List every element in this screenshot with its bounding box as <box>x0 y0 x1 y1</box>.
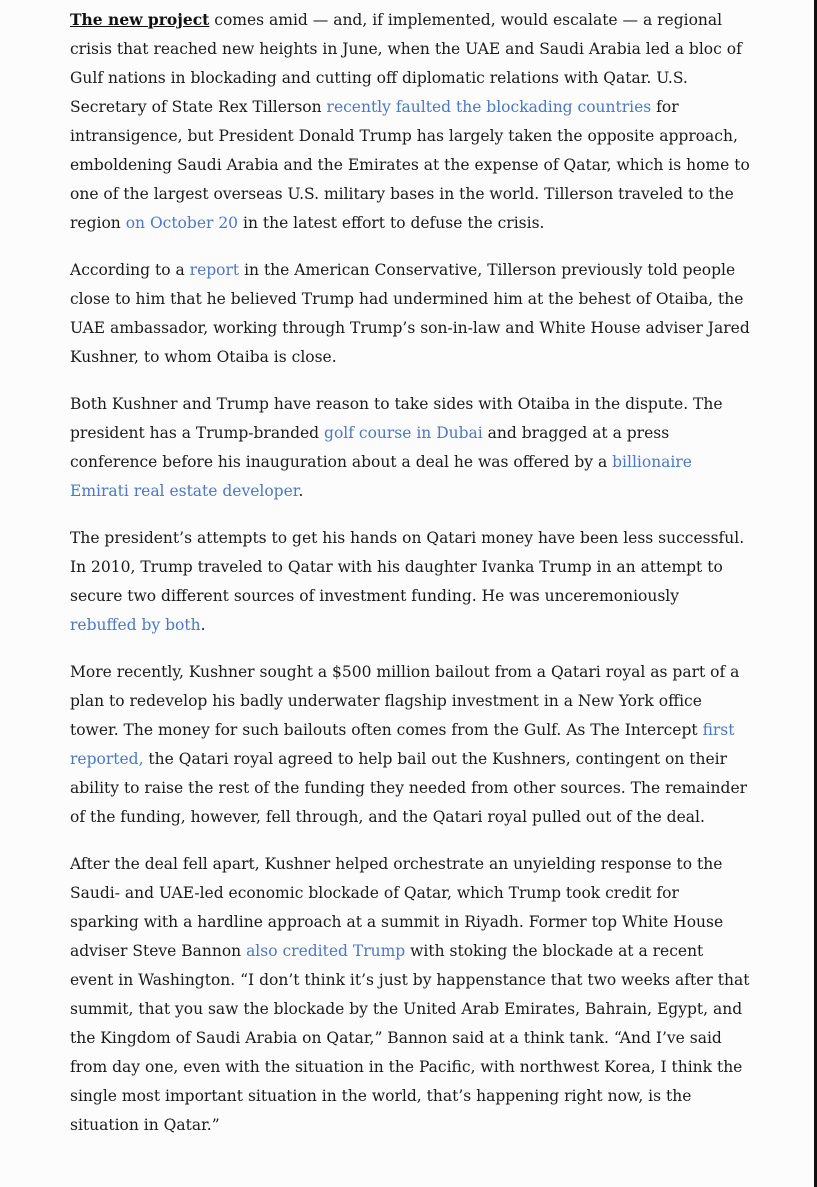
paragraph-2 <box>70 256 750 372</box>
paragraph-text: . <box>200 616 206 634</box>
paragraph-text: and bragged at a press conference before his inauguration about a deal he was offered by a <box>70 424 670 471</box>
billionaire-developer-link[interactable]: billionaire Emirati real estate developer <box>70 453 692 500</box>
paragraph-text: comes amid — and, if implemented, would escalate — a regional crisis that reached new heights in June, when the UAE and Saudi Arabia led a bloc of Gulf nations in blockading and cutting off diplomatic relations with Qatar. U.S. Secretary of State Rex Tillerson <box>70 11 742 116</box>
paragraph-text: in the American Conservative, Tillerson previously told people close to him that he believed Trump had undermined him at the behest of Otaiba, the UAE ambassador, working through Trump’s son-in-law and White House adviser Jared Kushner, to whom Otaiba is close. <box>70 261 750 366</box>
paragraph-text: More recently, Kushner sought a $500 million bailout from a Qatari royal as part of a plan to redevelop his badly underwater flagship investment in a New York office tower. The money for such bailouts often comes from the Gulf. As The Intercept <box>70 663 740 739</box>
paragraph-4 <box>70 524 750 640</box>
paragraph-5 <box>70 658 750 832</box>
paragraph-text: in the latest effort to defuse the crisis. <box>238 214 545 232</box>
on-october-20-link[interactable]: on October 20 <box>125 214 239 232</box>
paragraph-3 <box>70 390 750 506</box>
paragraph-1 <box>70 5 750 238</box>
new-project-link[interactable]: The new project <box>70 10 210 29</box>
also-credited-trump-link[interactable]: also credited Trump <box>246 942 406 960</box>
paragraph-text: Both Kushner and Trump have reason to take sides with Otaiba in the dispute. The president has a Trump-branded <box>70 395 723 442</box>
paragraph-text: with stoking the blockade at a recent event in Washington. “I don’t think it’s just by happenstance that two weeks after that summit, that you saw the blockade by the United Arab Emirates, Bahrain, Egypt, and the Kingdom of Saudi Arabia on Qatar,” Bannon said at a think tank. “And I’ve said from day one, even with the situation in the Pacific, with northwest Korea, I think the single most important situation in the world, that’s happening right now, is the situation in Qatar.” <box>70 942 750 1134</box>
first-reported-link[interactable]: first reported, <box>70 721 735 768</box>
paragraph-text: After the deal fell apart, Kushner helped orchestrate an unyielding response to the Saudi- and UAE-led economic blockade of Qatar, which Trump took credit for sparking with a hardline approach at a summit in Riyadh. Former top White House adviser Steve Bannon <box>70 855 724 960</box>
golf-course-link[interactable]: golf course in Dubai <box>324 424 483 442</box>
rebuffed-by-both-link[interactable]: rebuffed by both <box>70 616 201 634</box>
recently-faulted-link[interactable]: recently faulted the blockading countries <box>326 98 652 116</box>
paragraph-text: The president’s attempts to get his hands on Qatari money have been less successful. In 2010, Trump traveled to Qatar with his daughter Ivanka Trump in an attempt to secure two different sources of investment funding. He was unceremoniously <box>70 529 745 605</box>
article-body <box>70 5 750 1158</box>
report-link[interactable]: report <box>189 261 240 279</box>
paragraph-text: . <box>298 482 304 500</box>
paragraph-text: the Qatari royal agreed to help bail out the Kushners, contingent on their ability to raise the rest of the funding they needed from other sources. The remainder of the funding, however, fell through, and the Qatari royal pulled out of the deal. <box>70 750 748 826</box>
paragraph-text: According to a <box>70 261 190 279</box>
paragraph-6 <box>70 850 750 1140</box>
paragraph-text: for intransigence, but President Donald Trump has largely taken the opposite approach, emboldening Saudi Arabia and the Emirates at the expense of Qatar, which is home to one of the largest overseas U.S. military bases in the world. Tillerson traveled to the region <box>70 98 750 232</box>
